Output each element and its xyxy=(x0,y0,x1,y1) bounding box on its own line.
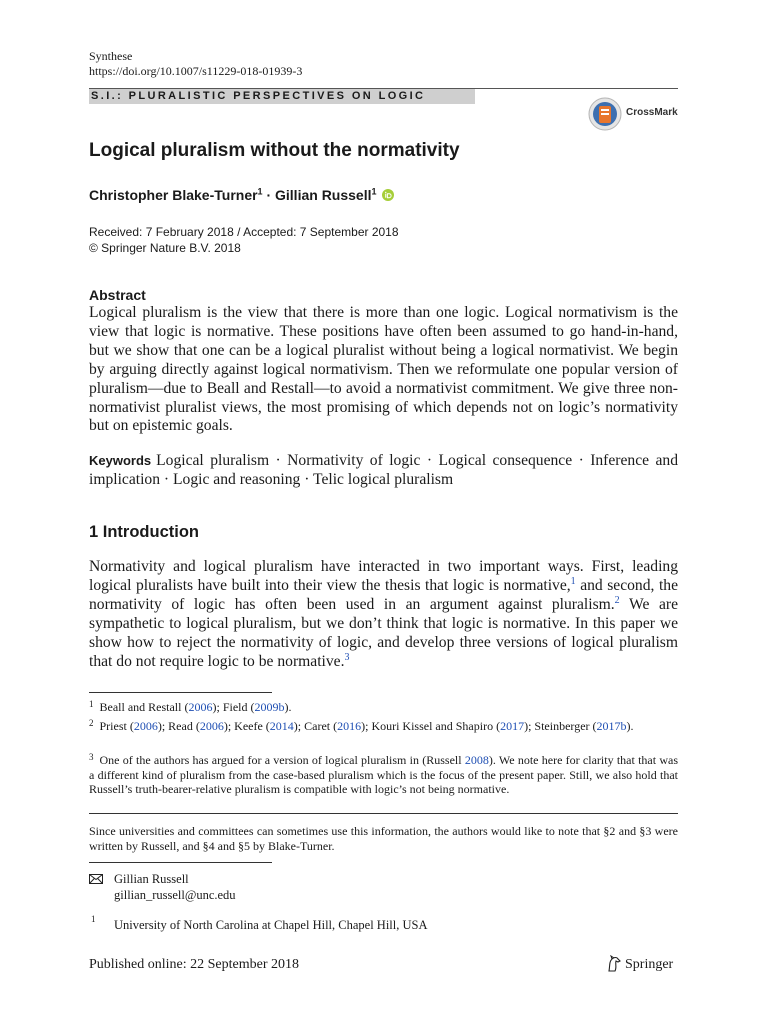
author-email[interactable]: gillian_russell@unc.edu xyxy=(114,888,236,902)
affiliation-marker: 1 xyxy=(257,186,263,197)
intro-paragraph xyxy=(89,558,678,671)
envelope-icon xyxy=(89,874,103,884)
intro-text-2: and second, the normativity of logic has often been used in an argument against pluralism. xyxy=(89,576,678,613)
section-heading: 1 Introduction xyxy=(89,523,199,541)
affiliation-number: 1 xyxy=(91,914,96,924)
citation-link[interactable]: 2006 xyxy=(188,700,213,714)
footnote: $^2$ Priest (2006); Read (2006); Keefe (2014); Caret (2016); Kouri Kissel and Shapiro (2017); Steinberger (2017b). xyxy=(89,718,634,733)
doi-link[interactable]: https://doi.org/10.1007/s11229-018-01939-3 xyxy=(89,64,303,78)
correspondence-rule xyxy=(89,862,272,863)
author-separator: · xyxy=(262,187,276,203)
citation-link[interactable]: 2016 xyxy=(337,719,362,733)
intro-text-3: We are sympathetic to logical pluralism, but we don’t think that logic is normative. In this paper we show how to reject the normativity of logic, and develop three versions of logical pluralism that do not require logic to be normative. xyxy=(89,595,678,670)
keywords xyxy=(89,452,678,490)
published-date: Published online: 22 September 2018 xyxy=(89,957,299,972)
footnote-ref[interactable]: 2 xyxy=(614,594,620,606)
footnote-number: 1 xyxy=(89,699,94,709)
citation-link[interactable]: 2006 xyxy=(199,719,224,733)
orcid-icon[interactable] xyxy=(382,189,394,201)
citation-link[interactable]: 2014 xyxy=(269,719,294,733)
citation-link[interactable]: 2008 xyxy=(464,753,489,767)
publisher-name: Springer xyxy=(625,957,674,972)
springer-logo xyxy=(606,955,696,977)
intro-text-1: Normativity and logical pluralism have interacted in two important ways. First, leading logical pluralists have built into their view the thesis that logic is normative, xyxy=(89,558,678,594)
keywords-label: Keywords xyxy=(89,453,152,468)
journal-name: Synthese xyxy=(89,49,133,63)
footnote-number: 3 xyxy=(89,752,94,762)
citation-link[interactable]: 2006 xyxy=(133,719,158,733)
keywords-list: Logical pluralism · Normativity of logic · Logical consequence · Inference and implication · Logic and reasoning · Telic logical pluralism xyxy=(89,452,678,488)
author-name[interactable]: Christopher Blake-Turner xyxy=(89,187,258,203)
affiliation-marker: 1 xyxy=(371,186,377,197)
springer-horse-icon xyxy=(606,955,622,973)
footnote-rule xyxy=(89,692,272,693)
footnote: $^1$ Beall and Restall (2006); Field (2009b). xyxy=(89,699,292,714)
author-line xyxy=(89,185,394,205)
crossmark-label: CrossMark xyxy=(626,107,678,118)
affiliation: University of North Carolina at Chapel Hill, Chapel Hill, USA xyxy=(114,918,428,932)
corresponding-author: Gillian Russell xyxy=(114,872,189,886)
footnote-number: 2 xyxy=(89,718,94,728)
author-contribution-note: Since universities and committees can sometimes use this information, the authors would like to note that §2 and §3 were written by Russell, and §4 and §5 by Blake-Turner. xyxy=(89,824,678,853)
topic-label: S.I.: PLURALISTIC PERSPECTIVES ON LOGIC xyxy=(91,90,426,102)
received-dates: Received: 7 February 2018 / Accepted: 7 September 2018 xyxy=(89,225,399,239)
footnote-ref[interactable]: 3 xyxy=(344,651,350,663)
abstract-text: Logical pluralism is the view that there is more than one logic. Logical normativism is the view that logic is normative. These positions have often been assumed to go hand-in-hand, but we show that one can be a logical pluralist without being a logical normativist. We begin by arguing directly against logical normativism. Then we reformulate one popular version of pluralism—due to Beall and Restall—to avoid a normativist commitment. We give three non-normativist pluralist views, the most promising of which depends not on logic’s normativity but on epistemic goals. xyxy=(89,304,678,435)
citation-link[interactable]: 2009b xyxy=(254,700,285,714)
footnote-ref[interactable]: 1 xyxy=(570,575,576,587)
article-title: Logical pluralism without the normativity xyxy=(89,140,460,161)
author-name[interactable]: Gillian Russell xyxy=(275,187,372,203)
abstract-heading: Abstract xyxy=(89,287,146,303)
citation-link[interactable]: 2017b xyxy=(596,719,627,733)
citation-link[interactable]: 2017 xyxy=(500,719,525,733)
footnote: $^3$ One of the authors has argued for a version of logical pluralism in (Russell 2008). We note here for clarity that that was a different kind of pluralism from the case-based pluralism which is the focus of the present paper. Still, we also hold that Russell’s truth-bearer-relative pluralism is compatible with logic’s not being normative. xyxy=(89,752,678,797)
note-rule xyxy=(89,813,678,814)
copyright: © Springer Nature B.V. 2018 xyxy=(89,241,241,255)
crossmark-icon xyxy=(588,97,624,131)
crossmark-badge[interactable] xyxy=(588,97,698,131)
